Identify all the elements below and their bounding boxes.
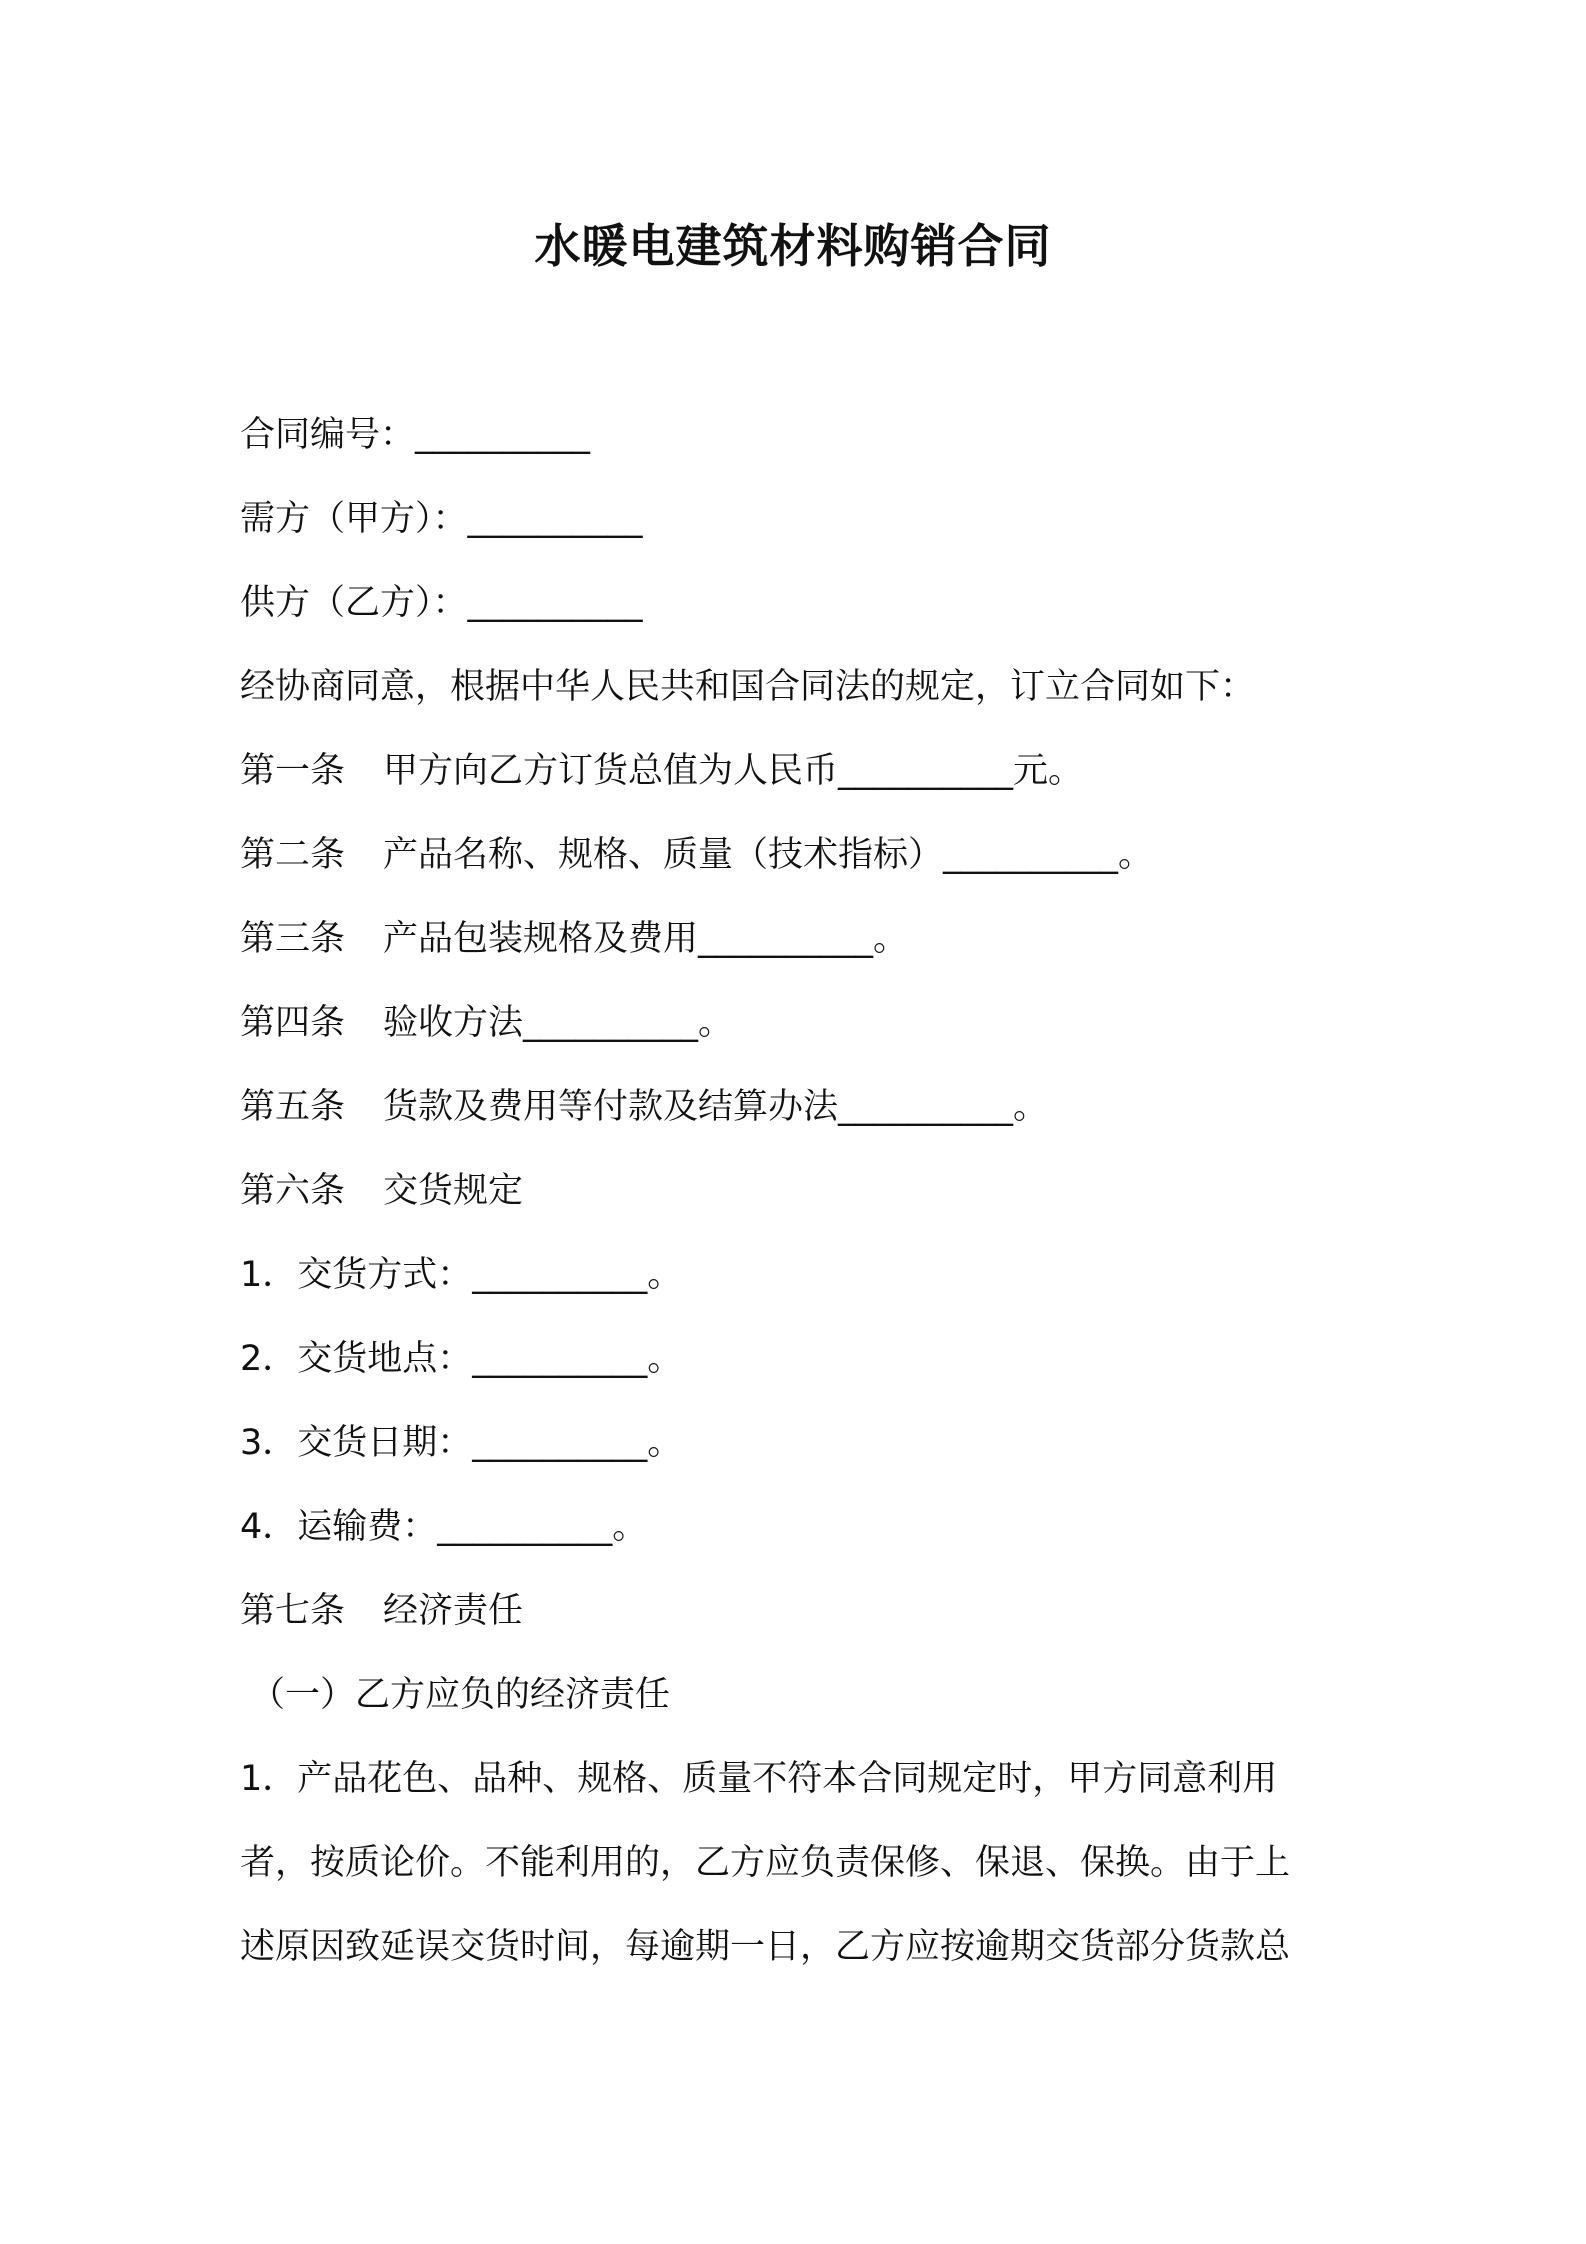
article-number: 第四条: [240, 1003, 346, 1043]
paragraph-line: 者，按质论价。不能利用的，乙方应负责保修、保退、保换。由于上: [240, 1843, 1291, 1883]
article-text: 货款及费用等付款及结算办法__________。: [383, 1087, 1049, 1127]
subsection-heading: （一）乙方应负的经济责任: [250, 1675, 671, 1715]
contract-number-field: 合同编号：__________: [240, 415, 591, 455]
article-text: 经济责任: [383, 1591, 524, 1631]
article-7: [240, 1586, 523, 1636]
article-number: 第七条: [240, 1591, 346, 1631]
article-3: [240, 914, 908, 964]
delivery-item: 2．交货地点：__________。: [240, 1339, 683, 1379]
article-number: 第二条: [240, 835, 346, 875]
delivery-item: 1．交货方式：__________。: [240, 1255, 683, 1295]
article-text: 产品包装规格及费用__________。: [383, 919, 909, 959]
article-2: [240, 830, 1153, 880]
article-text: 产品名称、规格、质量（技术指标）__________。: [383, 835, 1154, 875]
delivery-item: 4．运输费：__________。: [240, 1507, 648, 1547]
paragraph-line: 1．产品花色、品种、规格、质量不符本合同规定时，甲方同意利用: [240, 1759, 1278, 1799]
article-4: [240, 998, 733, 1048]
buyer-field: 需方（甲方）：__________: [240, 499, 643, 539]
article-text: 甲方向乙方订货总值为人民币__________元。: [383, 751, 1084, 791]
article-number: 第一条: [240, 751, 346, 791]
article-6: [240, 1166, 523, 1216]
article-number: 第三条: [240, 919, 346, 959]
delivery-item: 3．交货日期：__________。: [240, 1423, 683, 1463]
intro-text: 经协商同意，根据中华人民共和国合同法的规定，订立合同如下：: [240, 667, 1256, 707]
supplier-field: 供方（乙方）：__________: [240, 583, 643, 623]
article-1: [240, 746, 1083, 796]
article-number: 第五条: [240, 1087, 346, 1127]
article-5: [240, 1082, 1048, 1132]
paragraph-line: 述原因致延误交货时间，每逾期一日，乙方应按逾期交货部分货款总: [240, 1927, 1291, 1967]
document-title: 水暖电建筑材料购销合同: [534, 219, 1052, 273]
article-number: 第六条: [240, 1171, 346, 1211]
article-text: 交货规定: [383, 1171, 524, 1211]
article-text: 验收方法__________。: [383, 1003, 734, 1043]
